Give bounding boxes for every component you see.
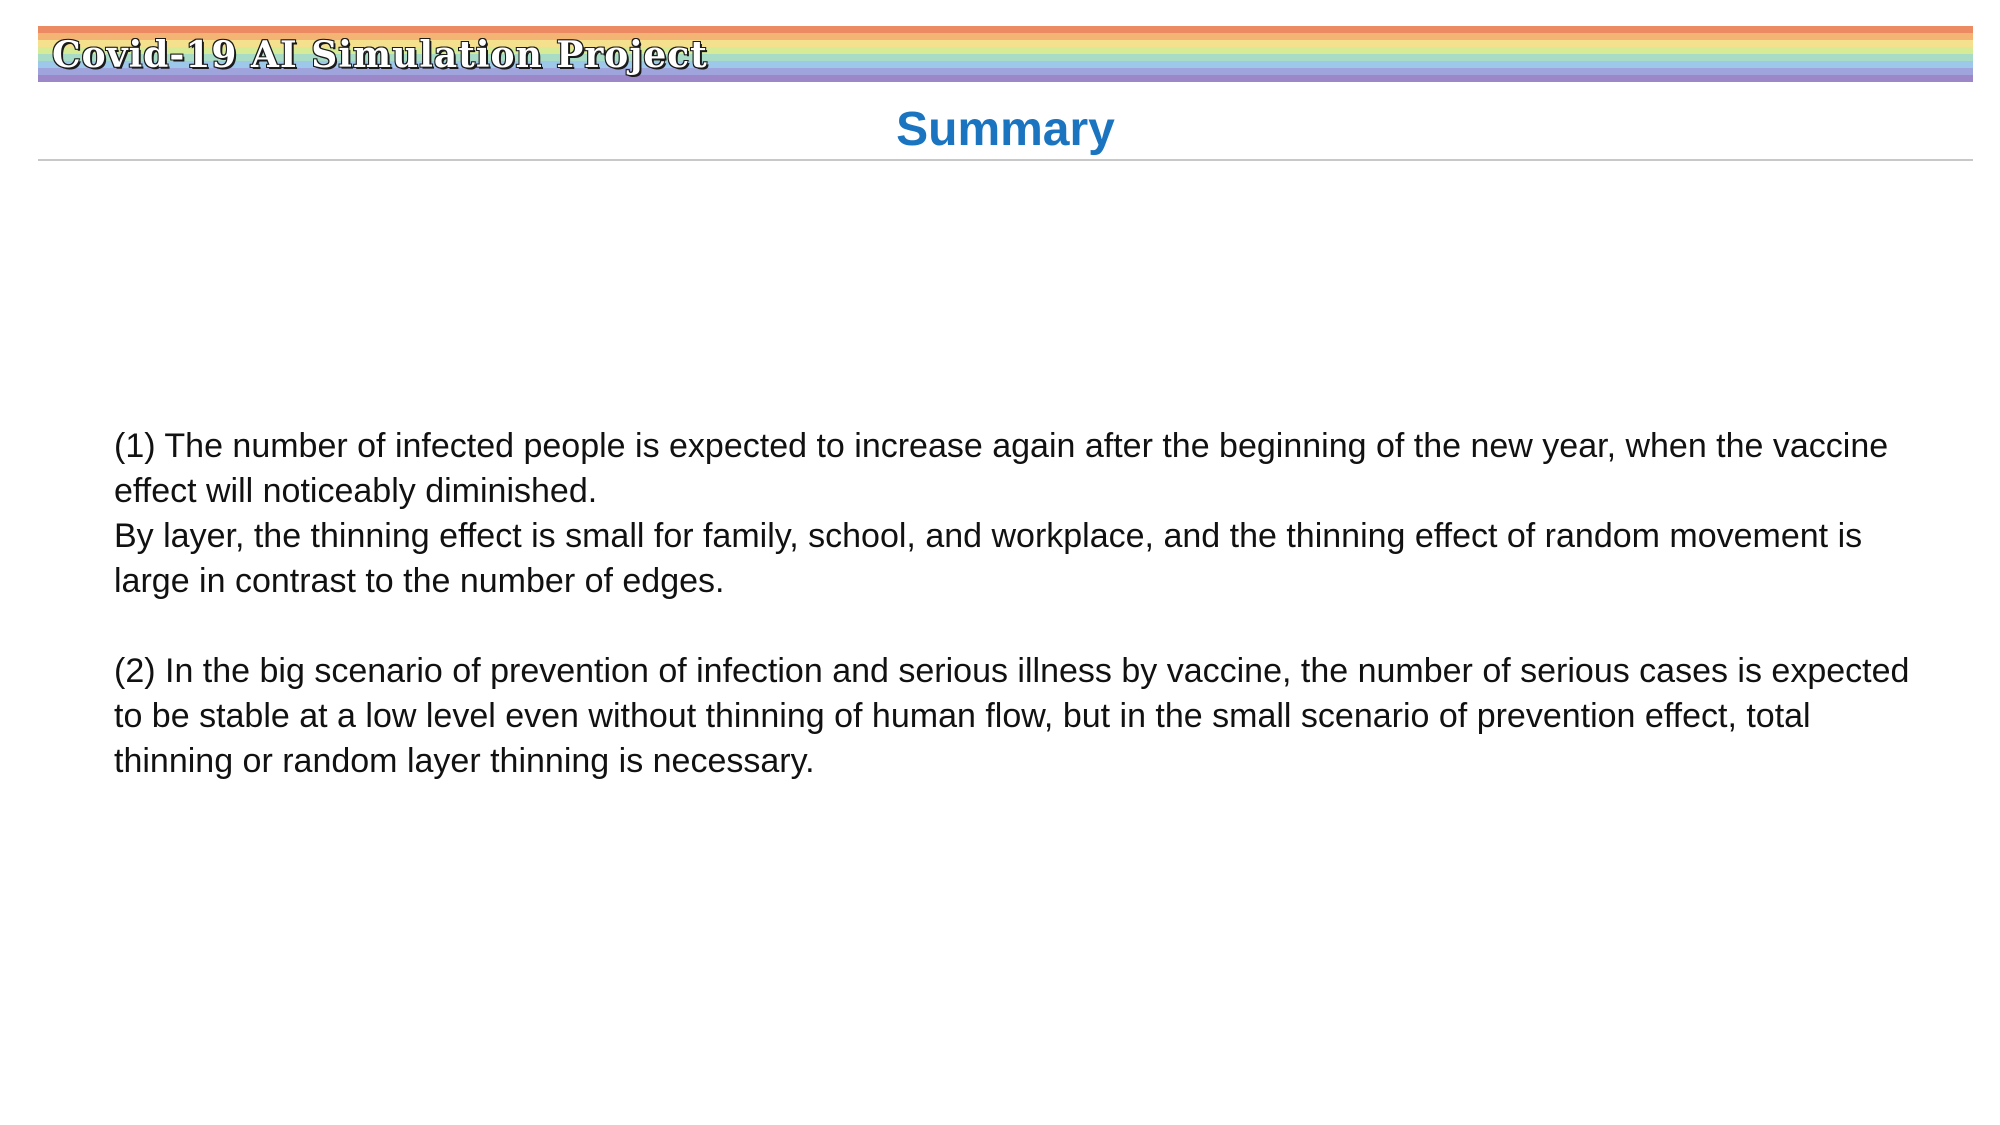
paragraph-spacer — [114, 604, 1914, 649]
summary-point-1: (1) The number of infected people is expected to increase again after the beginning of the new year, when the vaccine effect will noticeably diminished. — [114, 427, 1889, 510]
page-title: Summary — [896, 103, 1115, 156]
title-divider — [38, 159, 1973, 161]
banner-stripe — [38, 75, 1973, 82]
summary-point-2: (2) In the big scenario of prevention of infection and serious illness by vaccine, the number of serious cases is expected to be stable at a low level even without thinning of human flow, but in the small scenario of prevention effect, total thinning or random layer thinning is necessary. — [114, 652, 1910, 780]
summary-body — [114, 424, 1914, 784]
header-banner — [38, 26, 1973, 89]
summary-point-1-layers: By layer, the thinning effect is small for family, school, and workplace, and the thinning effect of random movement is large in contrast to the number of edges. — [114, 517, 1863, 600]
project-title: Covid-19 AI Simulation Project — [52, 34, 708, 76]
banner-stripe — [38, 26, 1973, 33]
